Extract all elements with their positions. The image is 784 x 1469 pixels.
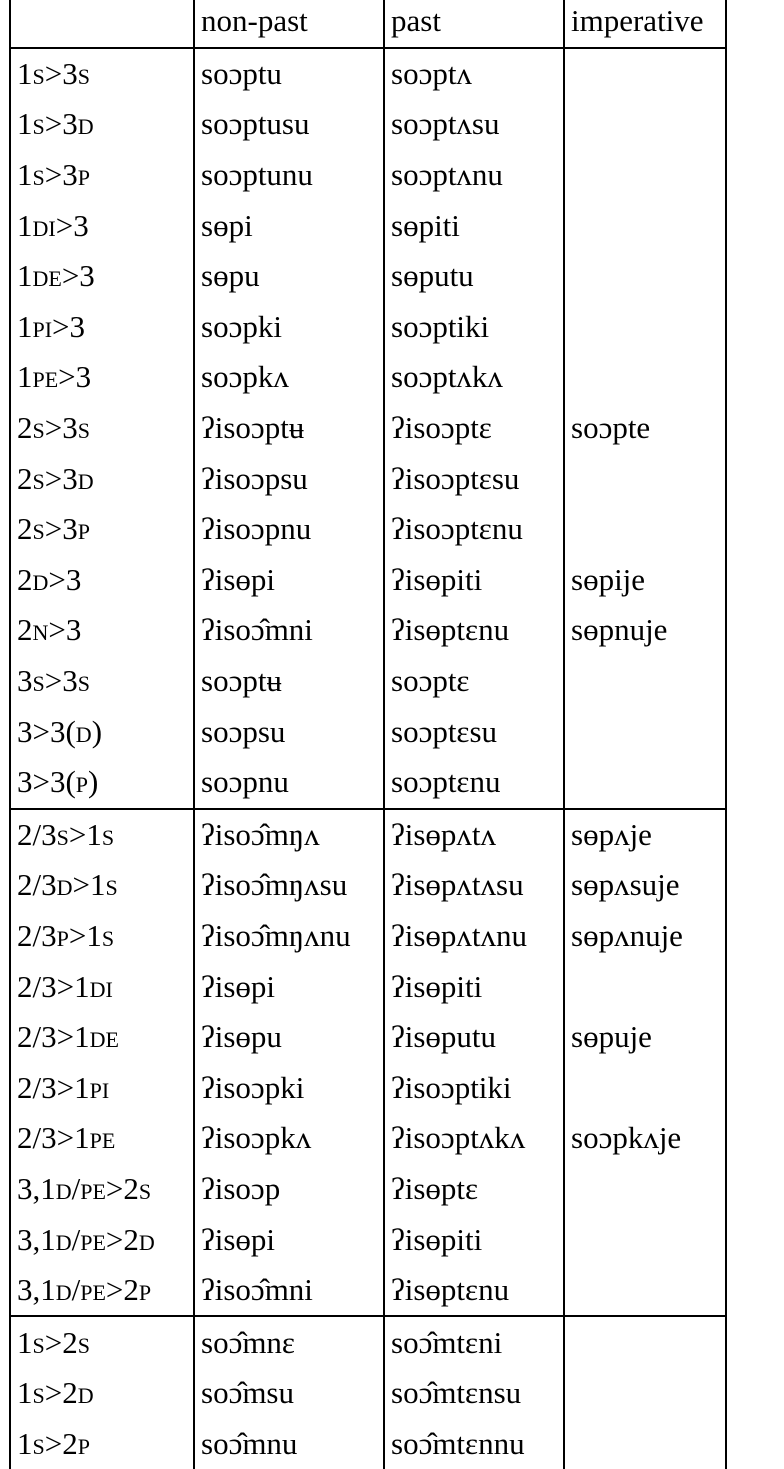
cell-person: 1s>2p [10, 1419, 194, 1469]
cell-person: 3>3(p) [10, 757, 194, 809]
cell-nonpast: ʔisɵpi [194, 1214, 384, 1265]
table-row [10, 809, 726, 861]
cell-person: 3s>3s [10, 656, 194, 707]
cell-past: soɔptʌkʌ [384, 352, 564, 403]
cell-person: 1s>2d [10, 1368, 194, 1419]
cell-imperative [564, 1164, 726, 1215]
cell-past: soɔptʌ [384, 48, 564, 100]
cell-person: 2/3d>1s [10, 860, 194, 911]
cell-past: ʔisɵpʌtʌ [384, 809, 564, 861]
table-row [10, 302, 726, 353]
cell-nonpast: ʔisoɔ̂mŋʌ [194, 809, 384, 861]
table-row [10, 403, 726, 454]
cell-past: ʔisoɔptʌkʌ [384, 1113, 564, 1164]
cell-past: soɔptʌsu [384, 99, 564, 150]
cell-imperative: soɔpte [564, 403, 726, 454]
cell-person: 1pe>3 [10, 352, 194, 403]
cell-person: 2/3>1di [10, 961, 194, 1012]
cell-imperative [564, 656, 726, 707]
cell-imperative [564, 150, 726, 201]
cell-imperative [564, 504, 726, 555]
cell-past: soɔptiki [384, 302, 564, 353]
cell-nonpast: soɔ̂mnɛ [194, 1316, 384, 1368]
cell-nonpast: soɔpkʌ [194, 352, 384, 403]
cell-nonpast: soɔptusu [194, 99, 384, 150]
table-row [10, 757, 726, 809]
cell-imperative [564, 48, 726, 100]
table-row [10, 1368, 726, 1419]
table-row [10, 911, 726, 962]
cell-nonpast: ʔisoɔptʉ [194, 403, 384, 454]
cell-imperative: sɵpʌje [564, 809, 726, 861]
cell-past: ʔisɵpʌtʌnu [384, 911, 564, 962]
cell-imperative [564, 1316, 726, 1368]
cell-nonpast: ʔisoɔ̂mŋʌnu [194, 911, 384, 962]
cell-imperative [564, 1419, 726, 1469]
paradigm-table [9, 0, 727, 1469]
header-past: past [384, 0, 564, 48]
cell-imperative [564, 706, 726, 757]
cell-past: soɔptʌnu [384, 150, 564, 201]
cell-past: ʔisɵpiti [384, 961, 564, 1012]
cell-person: 1s>3d [10, 99, 194, 150]
cell-imperative [564, 1368, 726, 1419]
cell-nonpast: sɵpi [194, 200, 384, 251]
cell-person: 3,1d/pe>2s [10, 1164, 194, 1215]
table-row [10, 200, 726, 251]
cell-person: 3,1d/pe>2d [10, 1214, 194, 1265]
cell-imperative [564, 352, 726, 403]
cell-imperative [564, 757, 726, 809]
cell-person: 2/3>1de [10, 1012, 194, 1063]
table-row [10, 706, 726, 757]
cell-nonpast: ʔisɵpu [194, 1012, 384, 1063]
cell-past: ʔisɵpiti [384, 1214, 564, 1265]
cell-imperative [564, 302, 726, 353]
cell-past: ʔisɵptɛnu [384, 1265, 564, 1317]
table-row [10, 352, 726, 403]
cell-nonpast: soɔptu [194, 48, 384, 100]
table-row [10, 1214, 726, 1265]
cell-past: sɵputu [384, 251, 564, 302]
cell-imperative: sɵpije [564, 555, 726, 606]
cell-past: ʔisɵptɛ [384, 1164, 564, 1215]
cell-imperative: soɔpkʌje [564, 1113, 726, 1164]
cell-person: 2s>3s [10, 403, 194, 454]
cell-nonpast: soɔpsu [194, 706, 384, 757]
table-row [10, 860, 726, 911]
table-row [10, 961, 726, 1012]
header-person [10, 0, 194, 48]
cell-person: 1de>3 [10, 251, 194, 302]
header-nonpast: non-past [194, 0, 384, 48]
cell-nonpast: soɔpki [194, 302, 384, 353]
table-row [10, 1265, 726, 1317]
table-row [10, 150, 726, 201]
cell-person: 2/3>1pe [10, 1113, 194, 1164]
cell-past: ʔisoɔptɛnu [384, 504, 564, 555]
cell-past: ʔisɵputu [384, 1012, 564, 1063]
cell-past: sɵpiti [384, 200, 564, 251]
table-row [10, 99, 726, 150]
cell-nonpast: ʔisoɔ̂mŋʌsu [194, 860, 384, 911]
cell-nonpast: soɔpnu [194, 757, 384, 809]
cell-person: 1s>2s [10, 1316, 194, 1368]
table-row [10, 251, 726, 302]
cell-nonpast: soɔ̂mnu [194, 1419, 384, 1469]
header-row [10, 0, 726, 48]
table-row [10, 605, 726, 656]
cell-imperative [564, 1062, 726, 1113]
cell-nonpast: soɔ̂msu [194, 1368, 384, 1419]
cell-past: soɔ̂mtɛnnu [384, 1419, 564, 1469]
cell-past: ʔisoɔptɛ [384, 403, 564, 454]
cell-past: ʔisoɔptɛsu [384, 453, 564, 504]
cell-nonpast: soɔptʉ [194, 656, 384, 707]
cell-imperative: sɵpʌsuje [564, 860, 726, 911]
cell-person: 1s>3p [10, 150, 194, 201]
cell-person: 2d>3 [10, 555, 194, 606]
table-body [10, 48, 726, 1469]
table-row [10, 48, 726, 100]
cell-person: 1s>3s [10, 48, 194, 100]
cell-person: 2/3p>1s [10, 911, 194, 962]
cell-person: 2/3s>1s [10, 809, 194, 861]
cell-person: 1di>3 [10, 200, 194, 251]
header-imperative: imperative [564, 0, 726, 48]
table-row [10, 1113, 726, 1164]
cell-person: 2/3>1pi [10, 1062, 194, 1113]
cell-nonpast: ʔisoɔpnu [194, 504, 384, 555]
cell-past: soɔ̂mtɛnsu [384, 1368, 564, 1419]
cell-imperative [564, 200, 726, 251]
table-row [10, 1164, 726, 1215]
table-row [10, 504, 726, 555]
cell-past: soɔ̂mtɛni [384, 1316, 564, 1368]
table-row [10, 1316, 726, 1368]
cell-imperative [564, 1214, 726, 1265]
cell-imperative [564, 961, 726, 1012]
cell-imperative: sɵpuje [564, 1012, 726, 1063]
cell-person: 2s>3p [10, 504, 194, 555]
cell-person: 2n>3 [10, 605, 194, 656]
cell-past: soɔptɛnu [384, 757, 564, 809]
table-row [10, 1012, 726, 1063]
cell-imperative [564, 99, 726, 150]
table-row [10, 656, 726, 707]
cell-imperative: sɵpʌnuje [564, 911, 726, 962]
table-row [10, 555, 726, 606]
table-row [10, 1062, 726, 1113]
cell-nonpast: ʔisoɔ̂mni [194, 1265, 384, 1317]
cell-past: ʔisɵptɛnu [384, 605, 564, 656]
cell-nonpast: ʔisoɔp [194, 1164, 384, 1215]
cell-nonpast: ʔisɵpi [194, 961, 384, 1012]
table-row [10, 1419, 726, 1469]
cell-past: soɔptɛsu [384, 706, 564, 757]
cell-imperative [564, 1265, 726, 1317]
cell-person: 3,1d/pe>2p [10, 1265, 194, 1317]
cell-nonpast: ʔisɵpi [194, 555, 384, 606]
cell-past: ʔisoɔptiki [384, 1062, 564, 1113]
cell-past: soɔptɛ [384, 656, 564, 707]
cell-past: ʔisɵpiti [384, 555, 564, 606]
cell-nonpast: sɵpu [194, 251, 384, 302]
cell-imperative [564, 251, 726, 302]
cell-imperative [564, 453, 726, 504]
cell-nonpast: ʔisoɔpkʌ [194, 1113, 384, 1164]
cell-past: ʔisɵpʌtʌsu [384, 860, 564, 911]
cell-imperative: sɵpnuje [564, 605, 726, 656]
table-row [10, 453, 726, 504]
cell-nonpast: soɔptunu [194, 150, 384, 201]
cell-nonpast: ʔisoɔ̂mni [194, 605, 384, 656]
cell-nonpast: ʔisoɔpki [194, 1062, 384, 1113]
cell-person: 3>3(d) [10, 706, 194, 757]
cell-person: 1pi>3 [10, 302, 194, 353]
cell-person: 2s>3d [10, 453, 194, 504]
cell-nonpast: ʔisoɔpsu [194, 453, 384, 504]
